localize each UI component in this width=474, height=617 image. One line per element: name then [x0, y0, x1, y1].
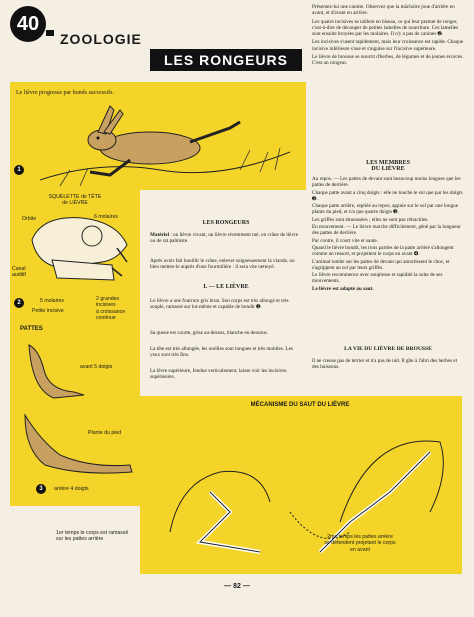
label-5-molaires: 5 molaires [40, 298, 64, 304]
membres-p4: Les griffes sont émoussées ; elles ne sont pas rétractiles. [312, 216, 429, 223]
section-title: ZOOLOGIE [60, 31, 142, 47]
label-grandes-incisives: 2 grandes incisives à croissance continue [96, 296, 126, 321]
membres-body [312, 176, 464, 292]
circle-1: 1 [14, 165, 24, 175]
materiel-text: : un lièvre vivant, un lièvre récemment tué, un crâne de lièvre ou de rat palmiste. [150, 232, 299, 245]
label-6-molaires: 6 molaires [94, 214, 118, 220]
circle-3: 3 [36, 484, 46, 494]
brousse-heading: LA VIE DU LIÈVRE DE BROUSSE [344, 346, 432, 352]
circle-2: 2 [14, 298, 24, 308]
lievre-p3: La tête est très allongée, les oreilles sont longues et très mobiles. Les yeux sont très fins. [150, 346, 293, 359]
pattes-avant-label: avant 5 doigts [80, 364, 113, 370]
plante-pied-label: Plante du pied [88, 430, 122, 436]
materiel-label: Matériel [150, 232, 170, 238]
patte-arriere-illustration [20, 410, 140, 480]
label-petite-incisive: Petite incisive [32, 308, 64, 314]
membres-p1: Au repos. — Les pattes de devant sont beaucoup moins longues que les pattes de derrière. [312, 176, 461, 189]
membres-heading: LES MEMBRES DU LIÈVRE [366, 160, 410, 173]
pattes-title: PATTES [20, 326, 43, 332]
lievre-p1: Le lièvre a une fourrure gris brun. Son corps est très allongé et très souple, ramassé sur lui-même et capable de bondir ➊. [150, 298, 289, 311]
skeleton-title: SQUELETTE de TÊTE de LIÈVRE [48, 194, 102, 207]
membres-p5: En mouvement. — Le lièvre marche difficilement, gêné par la longueur des pattes de derrière. [312, 224, 461, 237]
lievre-heading: I. — LE LIÈVRE [203, 284, 249, 290]
right-p3: Les incisives s'usent rapidement, mais leur croissance est rapide. Chaque incisive inférieure s'use et s'aiguise sur l'incisive supérieure. [312, 39, 464, 52]
rongeurs-heading: LES RONGEURS [202, 220, 250, 226]
page-badge: 40 [10, 6, 46, 42]
brousse-text: Il ne creuse pas de terrier et n'a pas de nid. Il gîte à l'abri des herbes et des buissons. [312, 358, 458, 371]
page-title: LES RONGEURS [150, 49, 302, 71]
skull-illustration [22, 210, 132, 285]
preparation-paragraph: Après avoir fait bouillir le crâne, enlever soigneusement la viande, ou bien mettez-le auprès d'une fourmilière : il sera vite nettoyé. [150, 258, 295, 271]
membres-p10: Le lièvre est adapté au saut. [312, 285, 374, 292]
membres-p7: Quand le lièvre bondit, les trois parties de la patte arrière s'allongent comme un ressort, et projettent le corps en avant ➍. [312, 244, 454, 258]
membres-p9: Le lièvre recommence avec souplesse et rapidité la suite de ses mouvements. [312, 272, 443, 285]
saut-title: MÉCANISME DU SAUT DU LIÈVRE [250, 402, 350, 408]
membres-p3: Chaque patte arrière, repliée au repos, appuie sur le sol par une longue plante du pied, et n'a que quatre doigts ➌. [312, 203, 459, 216]
pattes-arriere-label: arrière 4 doigts [54, 486, 89, 492]
materiel-paragraph [150, 232, 302, 245]
lievre-p2: Sa queue est courte, grise au-dessus, blanche en dessous. [150, 330, 268, 336]
right-p1: Présentez-lui une carotte. Observez que la mâchoire joue d'arrière en avant, et d'avant en arrière. [312, 4, 455, 17]
footer-page-number: — 82 — [224, 583, 250, 590]
membres-p2: Chaque patte avant a cinq doigts : elle ne touche le sol que par les doigts ➌. [312, 189, 463, 202]
saut-temps-2: 2me temps les pattes arrière se détendent projetant le corps en avant [324, 534, 396, 553]
membres-p8: L'animal tombe sur les pattes de devant qui amortissent le choc, et s'agrippent au sol par leurs griffes. [312, 258, 450, 271]
membres-p6: Par contre, il court vite et saute. [312, 237, 378, 244]
label-canal-auditif: Canal auditif [12, 266, 26, 279]
right-column-top [312, 4, 464, 67]
lievre-p4: La lèvre supérieure, fendue verticalement, laisse voir les incisives supérieures. [150, 368, 287, 381]
right-p4: Le lièvre de brousse se nourrit d'herbes, de légumes et de jeunes écorces. C'est un rongeur. [312, 54, 464, 67]
label-orbite: Orbite [22, 216, 37, 222]
saut-temps-1: 1er temps le corps est ramassé sur les pattes arrière [56, 530, 129, 543]
hare-caption: Le lièvre progresse par bonds successifs. [16, 90, 114, 96]
header-bar [46, 30, 54, 36]
hare-illustration [40, 100, 290, 188]
right-p2: Les quatre incisives se taillent en biseau, ce qui leur permet de ronger, c'est-à-dire de découper de petites lamelles de nourriture. Ces lamelles sont ensuite broyées par les molaires. Il n'y a pas de canines ➋. [312, 18, 459, 38]
